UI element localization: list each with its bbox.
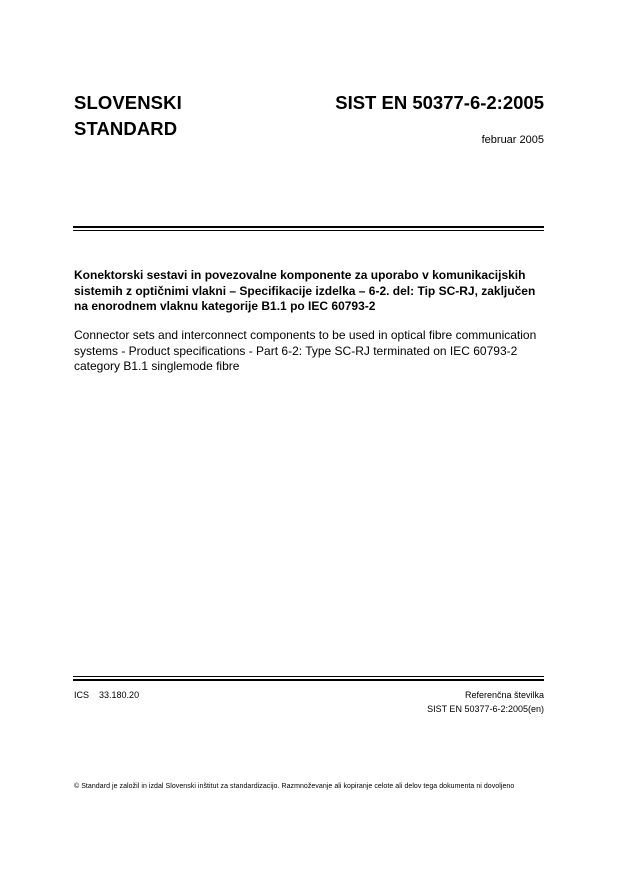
publication-date: februar 2005 — [481, 134, 544, 146]
copyright-notice: © Standard je založil in izdal Slovenski inštitut za standardizacijo. Razmnoževanje ali kopiranje celote ali delov tega dokumenta ni dovoljeno — [74, 783, 515, 790]
standard-label-line2: STANDARD — [74, 118, 178, 139]
footer-divider-thin — [73, 676, 544, 677]
reference-label: Referenčna številka — [464, 690, 544, 700]
standard-number: SIST EN 50377-6-2:2005 — [335, 92, 544, 113]
footer-divider-thick — [73, 679, 544, 681]
header-divider-thick — [73, 226, 544, 228]
ics-label: ICS — [74, 690, 90, 700]
ics-value: 33.180.20 — [99, 690, 140, 700]
header-divider-thin — [73, 230, 544, 231]
title-english: Connector sets and interconnect components to be used in optical fibre communication systems - Product specifications - Part 6-2: Type SC-RJ terminated on IEC 60793-2 category B1.1 singlemode fibre — [74, 328, 537, 373]
reference-number: SIST EN 50377-6-2:2005(en) — [427, 704, 544, 714]
ics-classification — [74, 690, 139, 700]
standard-label-line1: SLOVENSKI — [74, 92, 182, 113]
standard-type-label — [74, 90, 182, 142]
title-slovenian: Konektorski sestavi in povezovalne komponente za uporabo v komunikacijskih sistemih z optičnimi vlakni – Specifikacije izdelka – 6-2. del: Tip SC-RJ, zaključen na enorodnem vlaknu kategorije B1.1 po IEC 60793-2 — [74, 268, 536, 313]
